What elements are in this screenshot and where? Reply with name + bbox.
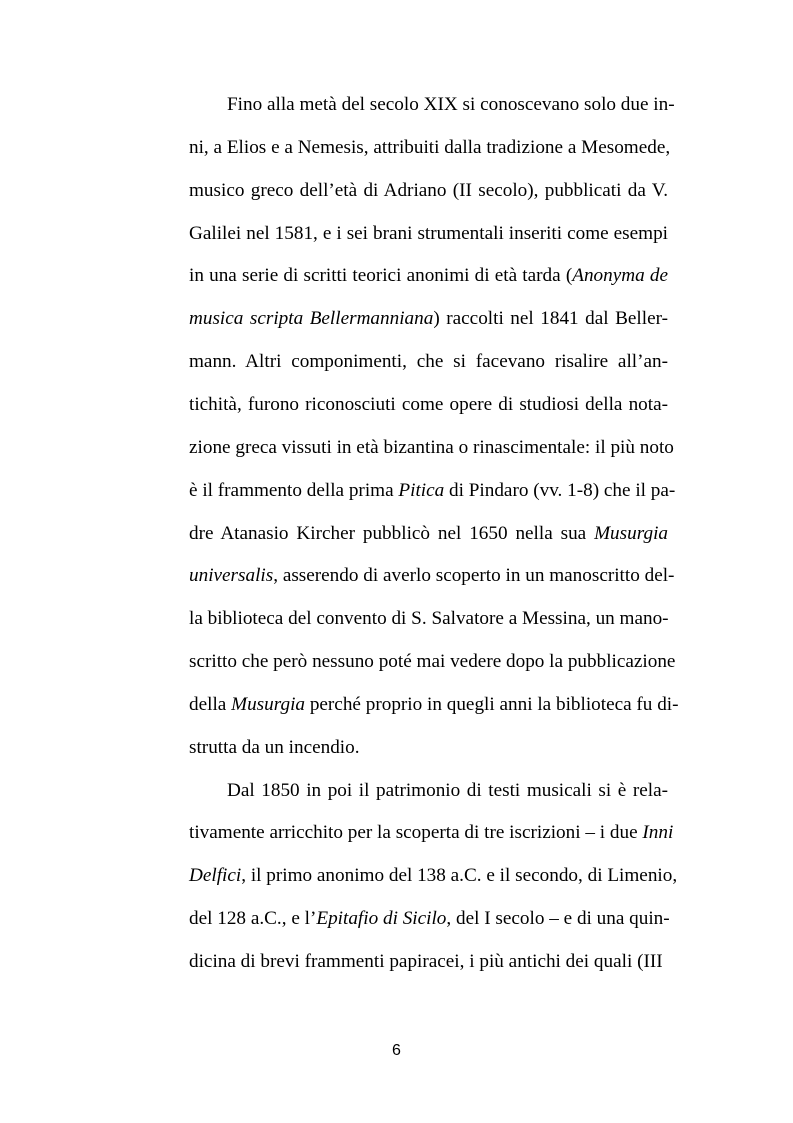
text-run: Fino alla metà del secolo XIX si conoscevano solo due in-	[227, 94, 675, 115]
text-line	[189, 264, 668, 288]
text-line	[189, 564, 675, 588]
text-line	[189, 179, 668, 203]
text-line	[189, 693, 679, 717]
text-line	[189, 607, 668, 631]
italic-text: Epitafio di Sicilo	[316, 908, 447, 930]
text-line	[189, 821, 674, 845]
text-run: in una serie di scritti teorici anonimi di età tarda (	[189, 265, 573, 287]
text-run: di Pindaro (vv. 1-8) che il pa-	[444, 479, 676, 501]
text-run: strutta da un incendio.	[189, 736, 360, 758]
text-line	[189, 736, 668, 760]
text-run: , del I secolo – e di una quin-	[446, 908, 670, 930]
text-run: della	[189, 693, 232, 715]
text-run: , il primo anonimo del 138 a.C. e il secondo, di Limenio,	[241, 865, 678, 887]
text-run: , asserendo di averlo scoperto in un manoscritto del-	[273, 565, 675, 587]
text-run: Galilei nel 1581, e i sei brani strumentali inseriti come esempi	[189, 222, 668, 244]
text-run: ) raccolti nel 1841 dal Beller-	[433, 308, 669, 330]
italic-text: universalis	[189, 565, 274, 587]
text-run: zione greca vissuti in età bizantina o rinascimentale: il più noto	[189, 436, 674, 458]
text-line	[189, 436, 674, 460]
text-line	[189, 907, 668, 931]
text-line	[189, 222, 668, 246]
page-number: 6	[392, 1042, 401, 1059]
text-line	[189, 350, 668, 374]
italic-text: Pitica	[398, 479, 445, 501]
text-run: dicina di brevi frammenti papiracei, i più antichi dei quali (III	[189, 951, 663, 972]
italic-text: Inni	[642, 822, 674, 844]
text-line	[189, 136, 671, 160]
italic-text: musica scripta Bellermanniana	[189, 308, 434, 330]
text-line	[227, 779, 668, 803]
text-run: Dal 1850 in poi il patrimonio di testi musicali si è rela-	[227, 779, 668, 801]
italic-text: Musurgia	[594, 522, 668, 544]
text-line	[189, 650, 676, 674]
text-run: del 128 a.C., e l’	[189, 908, 317, 930]
text-run: musico greco dell’età di Adriano (II secolo), pubblicati da V.	[189, 179, 668, 201]
text-run: la biblioteca del convento di S. Salvatore a Messina, un mano-	[189, 608, 669, 630]
text-line	[227, 93, 675, 117]
text-line	[189, 950, 668, 974]
text-run: tichità, furono riconosciuti come opere di studiosi della nota-	[189, 393, 668, 415]
text-line	[189, 479, 676, 503]
text-run: ni, a Elios e a Nemesis, attribuiti dalla tradizione a Mesomede,	[189, 136, 671, 158]
text-run: mann. Altri componimenti, che si facevano risalire all’an-	[189, 351, 668, 373]
text-line	[189, 522, 668, 546]
italic-text: Delfici	[189, 865, 242, 887]
text-run: tivamente arricchito per la scoperta di tre iscrizioni – i due	[189, 822, 643, 844]
text-line	[189, 864, 678, 888]
italic-text: Musurgia	[231, 693, 306, 715]
text-run: dre Atanasio Kircher pubblicò nel 1650 nella sua	[189, 522, 595, 544]
text-run: perché proprio in quegli anni la biblioteca fu di-	[305, 693, 679, 715]
italic-text: Anonyma de	[572, 265, 668, 287]
text-run: scritto che però nessuno poté mai vedere dopo la pubblicazione	[189, 651, 676, 673]
text-line	[189, 393, 668, 417]
text-run: è il frammento della prima	[189, 479, 399, 501]
text-line	[189, 307, 668, 331]
